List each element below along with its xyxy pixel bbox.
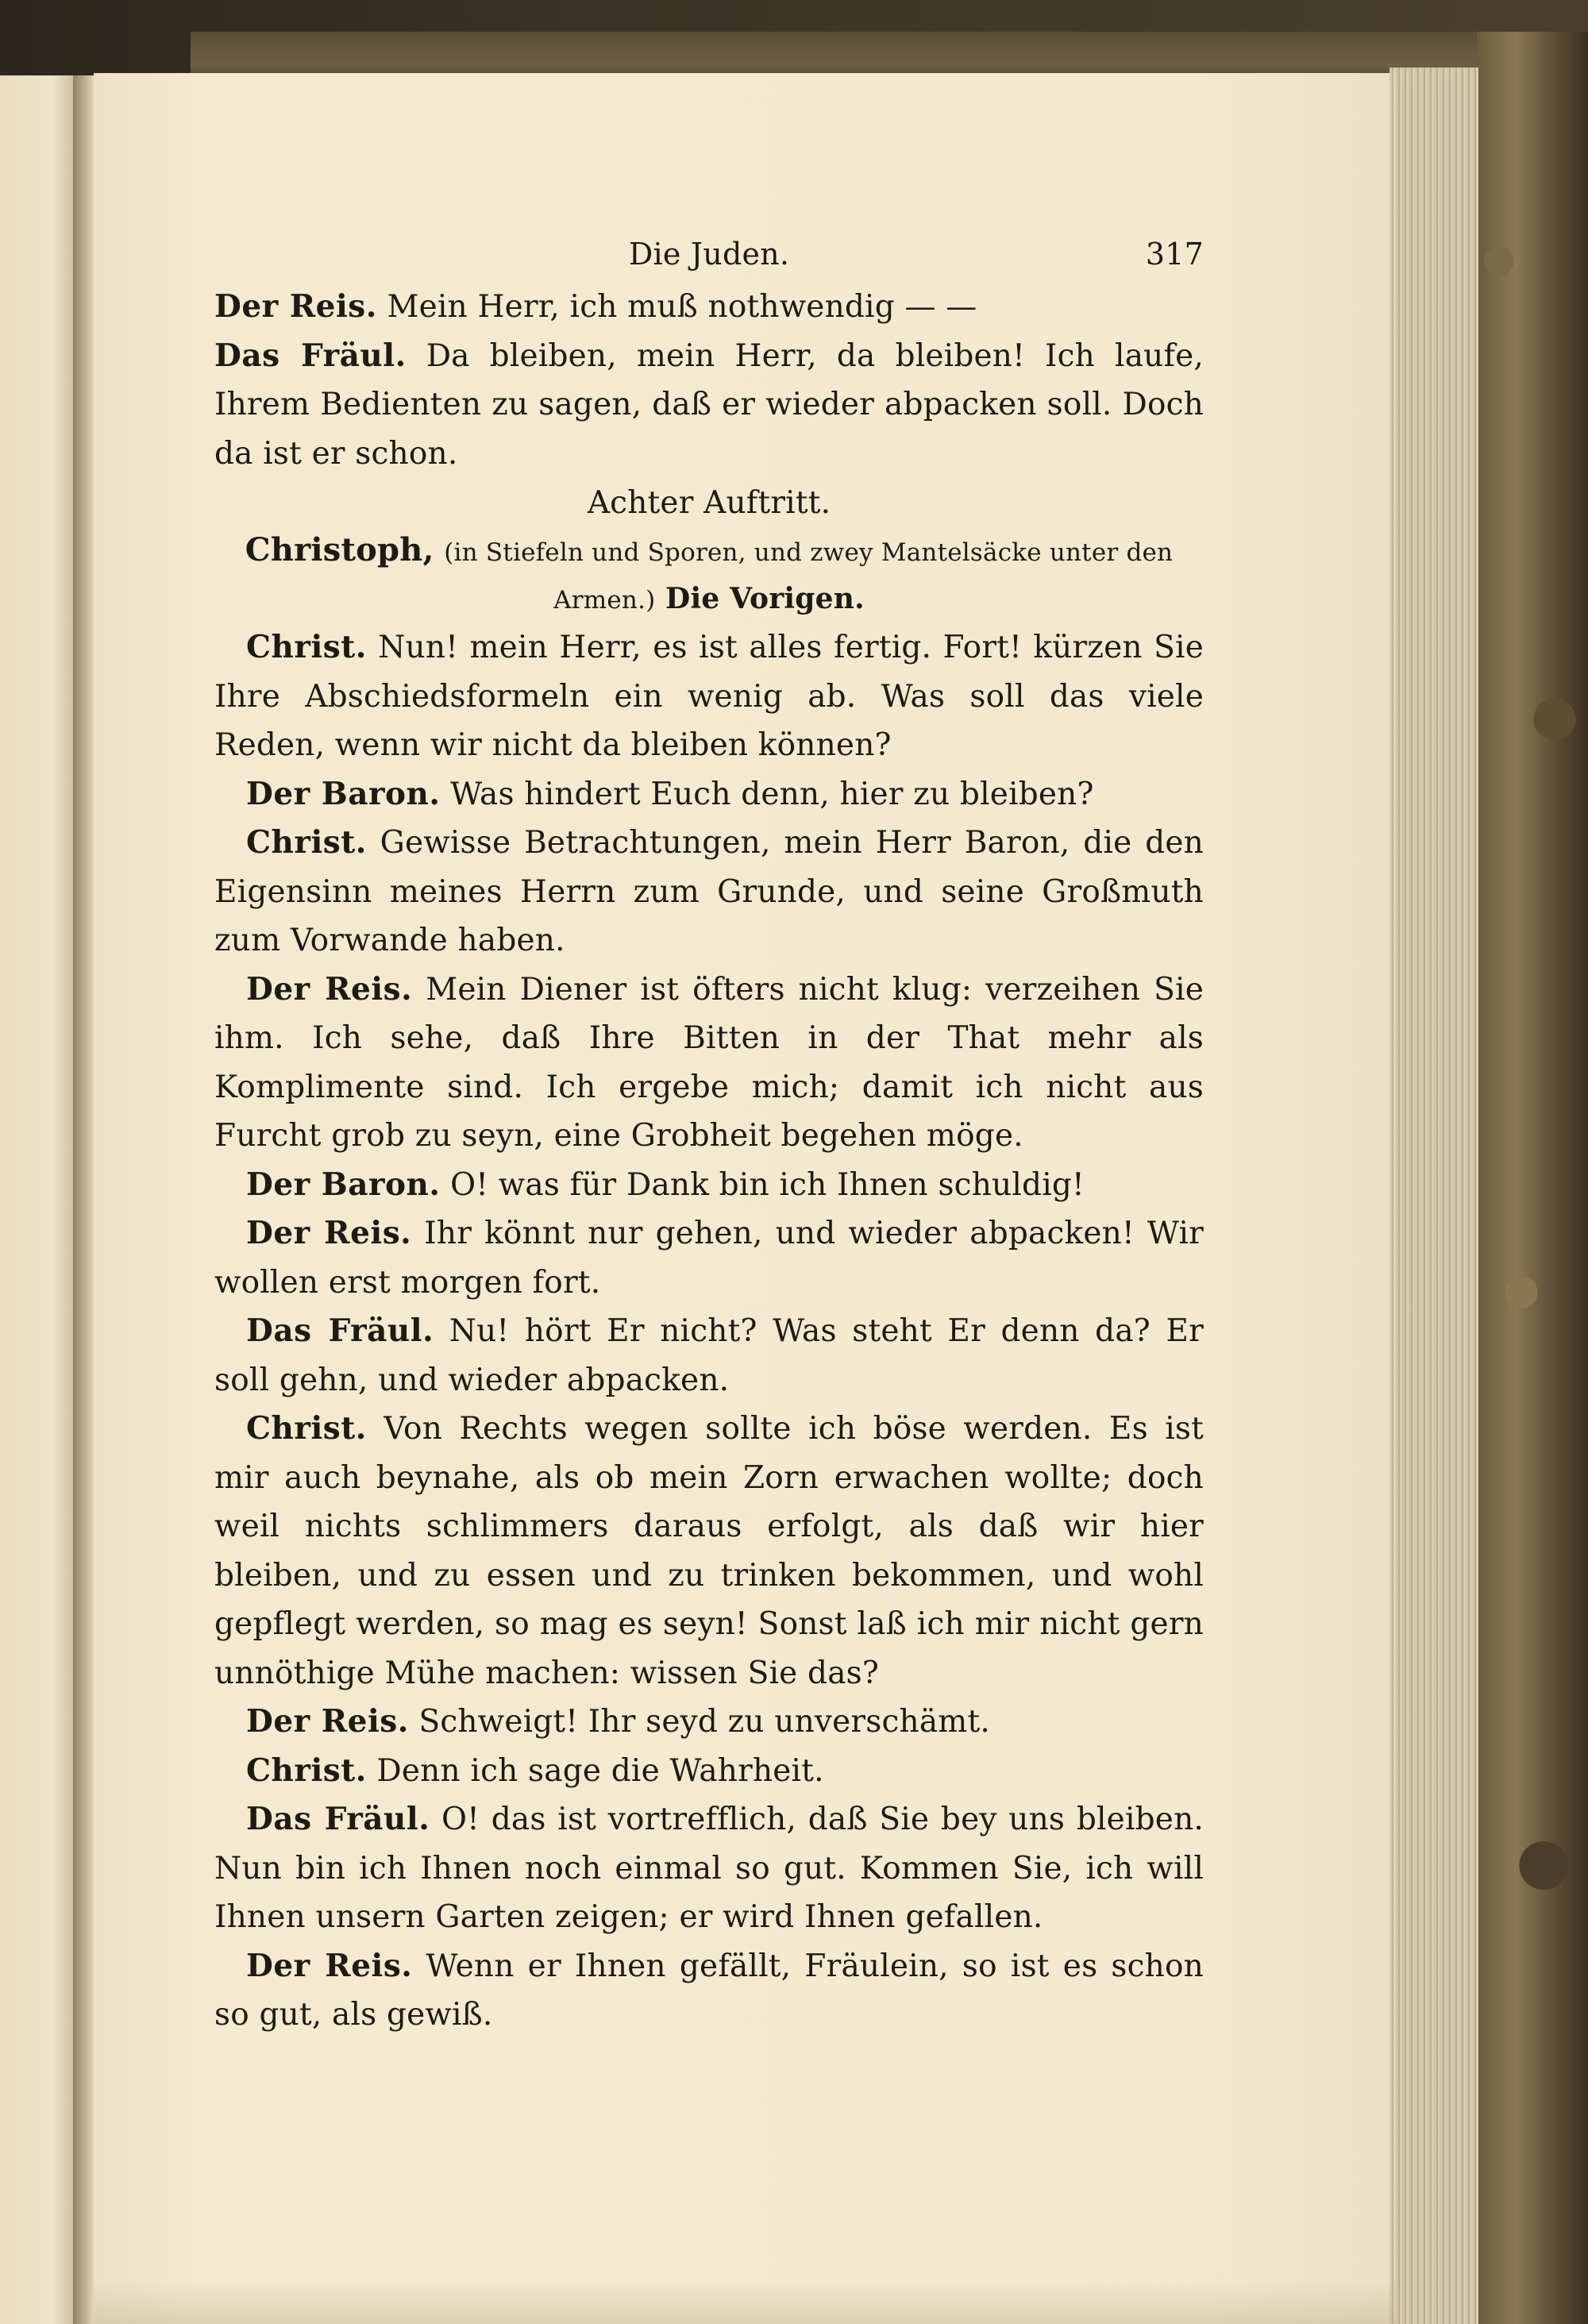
- dialogue-line: [214, 1942, 1204, 2040]
- speaker: Das Fräul.: [246, 1801, 430, 1837]
- running-title: Die Juden.: [628, 237, 790, 272]
- speech: Wenn er Ihnen gefällt, Fräulein, so ist es schon so gut, als gewiß.: [214, 1948, 1204, 2033]
- dialogue-line: [214, 1747, 1204, 1796]
- speech: Von Rechts wegen sollte ich böse werden. Es ist mir auch beynahe, als ob mein Zorn erwachen wollte; doch weil nichts schlimmers daraus erfolgt, als daß wir hier bleiben, und zu essen und zu trinken bekommen, und wohl gepflegt werden, so mag es seyn! Sonst laß ich mir nicht gern unnöthige Mühe machen: wissen Sie das?: [214, 1411, 1204, 1691]
- page-bottom-shadow: [94, 2279, 1396, 2324]
- dialogue-line: [214, 283, 1204, 332]
- speech: O! das ist vortrefflich, daß Sie bey uns bleiben. Nun bin ich Ihnen noch einmal so gut. Kommen Sie, ich will Ihnen unsern Garten zeigen; er wird Ihnen gefallen.: [214, 1802, 1204, 1935]
- page-text: [214, 230, 1204, 2040]
- speech: Mein Herr, ich muß nothwendig — —: [387, 289, 977, 325]
- speaker: Christ.: [246, 1752, 367, 1789]
- speaker: Christ.: [246, 1410, 367, 1447]
- dialogue-line: [214, 1307, 1204, 1405]
- speaker: Das Fräul.: [214, 337, 407, 374]
- speaker: Das Fräul.: [246, 1312, 434, 1349]
- speech: Denn ich sage die Wahrheit.: [376, 1752, 824, 1789]
- speaker: Der Reis.: [246, 970, 413, 1008]
- facing-page-edge: [0, 75, 75, 2324]
- speech: O! was für Dank bin ich Ihnen schuldig!: [450, 1166, 1085, 1203]
- speaker: Der Reis.: [246, 1947, 413, 1984]
- dialogue-line: [214, 332, 1204, 479]
- dialogue-line: [214, 819, 1204, 965]
- scene-direction: (in Stiefeln und Sporen, und zwey Mantelsäcke unter den Armen.): [444, 538, 1174, 615]
- scene-cast: Christoph,: [245, 531, 434, 568]
- dialogue-line: [214, 1795, 1204, 1942]
- dialogue-line: [214, 1209, 1204, 1307]
- dialogue-line: [214, 623, 1204, 770]
- scene-title: Achter Auftritt.: [587, 485, 831, 521]
- marbled-cover-edge: [1477, 32, 1588, 2324]
- speaker: Der Baron.: [246, 775, 441, 812]
- speech: Da bleiben, mein Herr, da bleiben! Ich laufe, Ihrem Bedienten zu sagen, daß er wieder abpacken soll. Doch da ist er schon.: [214, 337, 1204, 472]
- dialogue-line: [214, 965, 1204, 1161]
- page-block-edges: [1390, 67, 1478, 2324]
- speaker: Der Reis.: [246, 1703, 409, 1740]
- speaker: Christ.: [246, 629, 367, 665]
- speech: Mein Diener ist öfters nicht klug: verzeihen Sie ihm. Ich sehe, daß Ihre Bitten in der That mehr als Komplimente sind. Ich ergebe mich; damit ich nicht aus Furcht grob zu seyn, eine Grobheit begehen möge.: [214, 971, 1204, 1154]
- stage-direction: [214, 527, 1204, 623]
- speaker: Der Reis.: [214, 288, 377, 325]
- dialogue-line: [214, 1698, 1204, 1747]
- speech: Gewisse Betrachtungen, mein Herr Baron, die den Eigensinn meines Herrn zum Grunde, und seine Großmuth zum Vorwande haben.: [214, 825, 1204, 958]
- speech: Nun! mein Herr, es ist alles fertig. Fort! kürzen Sie Ihre Abschiedsformeln ein wenig ab. Was soll das viele Reden, wenn wir nicht da bleiben können?: [214, 630, 1204, 763]
- speech: Nu! hört Er nicht? Was steht Er denn da? Er soll gehn, und wieder abpacken.: [214, 1313, 1204, 1398]
- speaker: Der Baron.: [246, 1166, 441, 1203]
- speech: Was hindert Euch denn, hier zu bleiben?: [450, 776, 1094, 812]
- speaker: Der Reis.: [246, 1215, 412, 1251]
- dialogue-line: [214, 770, 1204, 819]
- dialogue-line: [214, 1161, 1204, 1210]
- speaker: Christ.: [246, 824, 367, 861]
- speech: Schweigt! Ihr seyd zu unverschämt.: [418, 1704, 990, 1740]
- scene-previous: Die Vorigen.: [665, 582, 865, 615]
- dialogue-line: [214, 1405, 1204, 1698]
- page-number: 317: [1145, 237, 1204, 272]
- running-head: [214, 230, 1204, 283]
- speech: Ihr könnt nur gehen, und wieder abpacken! Wir wollen erst morgen fort.: [214, 1216, 1204, 1301]
